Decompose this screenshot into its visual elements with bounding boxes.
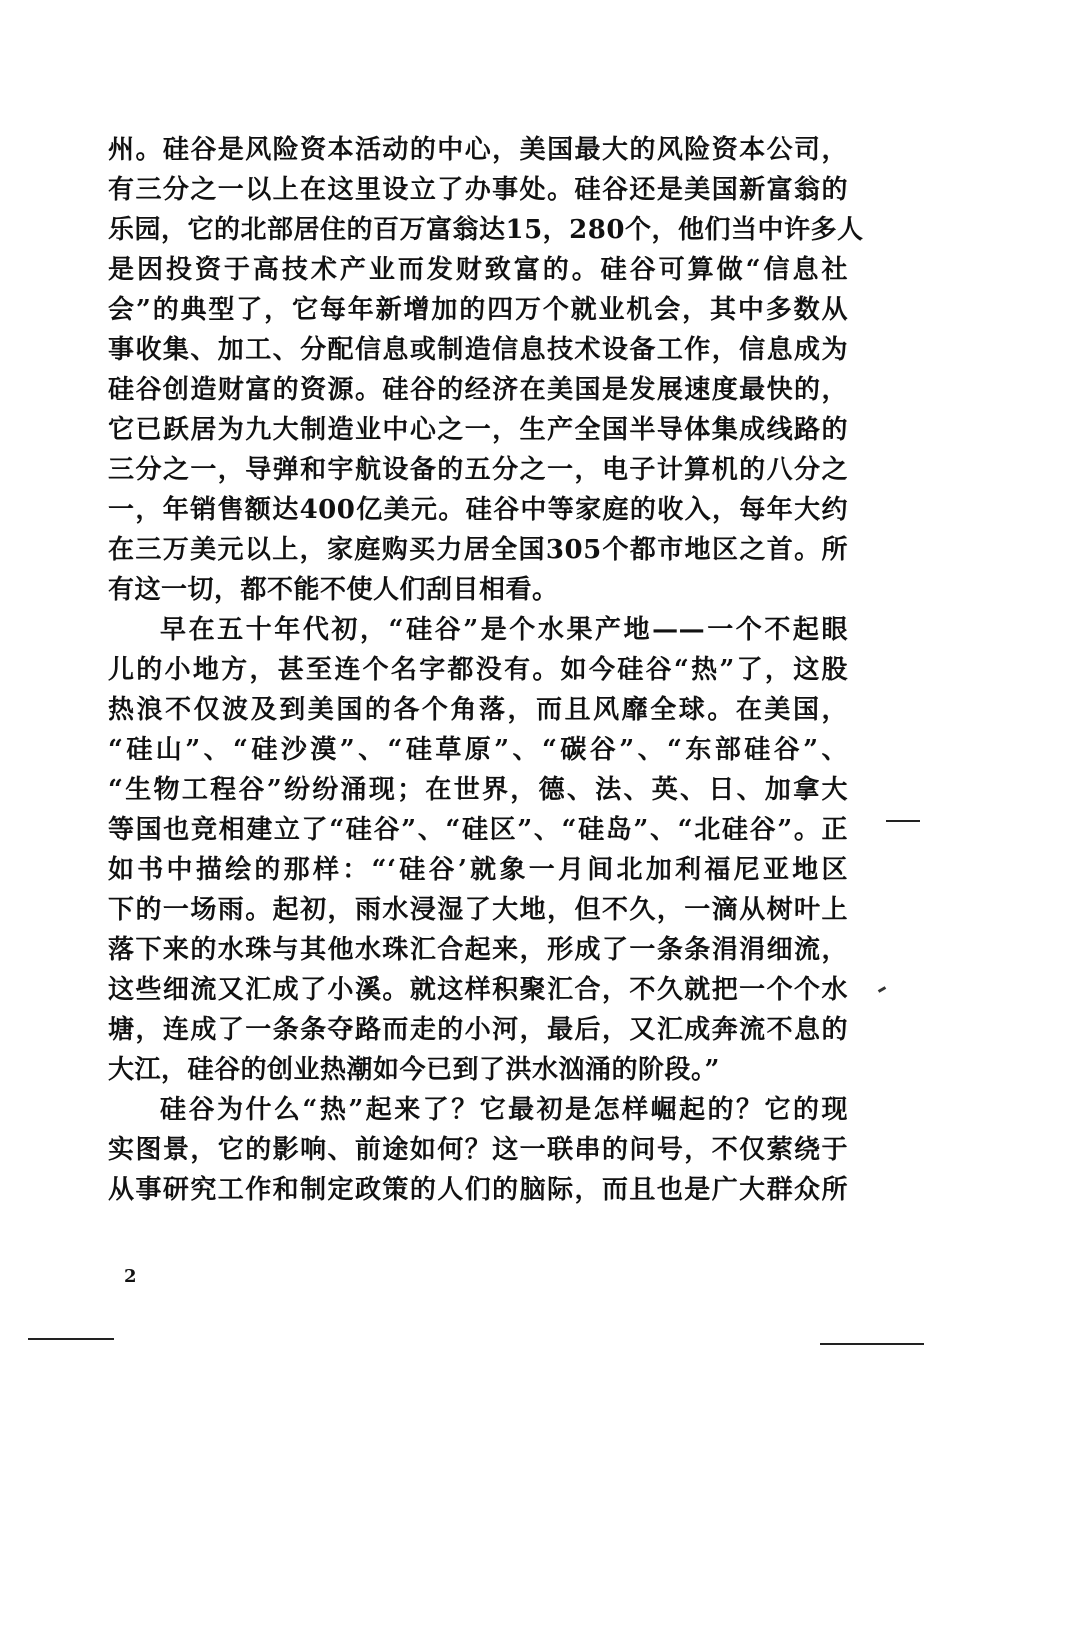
bottom-rule-right: [820, 1343, 924, 1345]
text-line: 塘，连成了一条条夺路而走的小河，最后，又汇成奔流不息的: [108, 1015, 848, 1045]
text-line: 硅谷创造财富的资源。硅谷的经济在美国是发展速度最快的，: [108, 375, 848, 405]
bottom-rule-left: [28, 1338, 114, 1340]
text-line: 一，年销售额达400亿美元。硅谷中等家庭的收入，每年大约: [108, 495, 848, 525]
text-line: 在三万美元以上，家庭购买力居全国305个都市地区之首。所: [108, 535, 848, 565]
text-line: 热浪不仅波及到美国的各个角落，而且风靡全球。在美国，: [108, 695, 848, 725]
text-line: 有这一切，都不能不使人们刮目相看。: [108, 575, 559, 605]
text-line: 如书中描绘的那样：“‘硅谷’就象一月间北加利福尼亚地区: [108, 855, 848, 885]
text-line: 硅谷为什么“热”起来了？它最初是怎样崛起的？它的现: [160, 1095, 848, 1125]
text-line: 早在五十年代初，“硅谷”是个水果产地——一个不起眼: [160, 615, 848, 645]
text-line: 乐园，它的北部居住的百万富翁达15，280个，他们当中许多人: [108, 215, 864, 245]
text-line: 儿的小地方，甚至连个名字都没有。如今硅谷“热”了，这股: [108, 655, 848, 685]
text-line: 会”的典型了，它每年新增加的四万个就业机会，其中多数从: [108, 295, 848, 325]
text-line: 有三分之一以上在这里设立了办事处。硅谷还是美国新富翁的: [108, 175, 848, 205]
body-text: [108, 130, 864, 1210]
text-line: 大江，硅谷的创业热潮如今已到了洪水汹涌的阶段。”: [108, 1055, 720, 1085]
scan-mark: [878, 986, 886, 993]
text-line: 州。硅谷是风险资本活动的中心，美国最大的风险资本公司，: [108, 135, 848, 165]
scan-mark: [886, 820, 920, 822]
text-line: “生物工程谷”纷纷涌现；在世界，德、法、英、日、加拿大: [108, 775, 848, 805]
page-number: 2: [124, 1266, 137, 1287]
text-line: 这些细流又汇成了小溪。就这样积聚汇合，不久就把一个个水: [108, 975, 848, 1005]
text-line: 从事研究工作和制定政策的人们的脑际，而且也是广大群众所: [108, 1175, 848, 1205]
text-line: 落下来的水珠与其他水珠汇合起来，形成了一条条涓涓细流，: [108, 935, 848, 965]
text-line: 实图景，它的影响、前途如何？这一联串的问号，不仅萦绕于: [108, 1135, 848, 1165]
text-line: “硅山”、“硅沙漠”、“硅草原”、“碳谷”、“东部硅谷”、: [108, 735, 848, 765]
text-line: 是因投资于高技术产业而发财致富的。硅谷可算做“信息社: [108, 255, 848, 285]
text-line: 事收集、加工、分配信息或制造信息技术设备工作，信息成为: [108, 335, 848, 365]
text-line: 下的一场雨。起初，雨水浸湿了大地，但不久，一滴从树叶上: [108, 895, 848, 925]
text-line: 它已跃居为九大制造业中心之一，生产全国半导体集成线路的: [108, 415, 848, 445]
text-line: 等国也竞相建立了“硅谷”、“硅区”、“硅岛”、“北硅谷”。正: [108, 815, 848, 845]
text-line: 三分之一，导弹和宇航设备的五分之一，电子计算机的八分之: [108, 455, 848, 485]
